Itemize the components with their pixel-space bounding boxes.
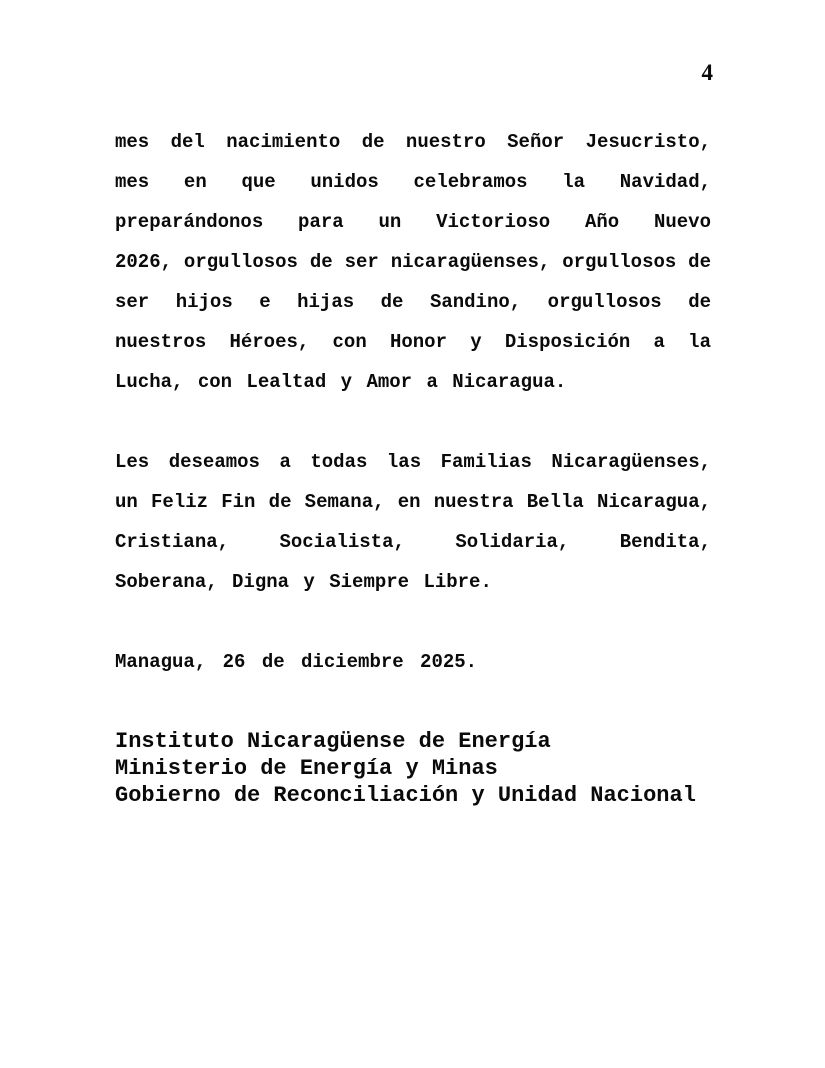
text-line: Cristiana, Socialista, Solidaria, Bendita, [115, 531, 711, 553]
text-line: Soberana, Digna y Siempre Libre. [115, 571, 492, 593]
paragraph-wishes [115, 442, 711, 602]
signature-gap [115, 682, 711, 728]
text-line: 2026, orgullosos de ser nicaragüenses, orgullosos de [115, 251, 711, 273]
text-line: Les deseamos a todas las Familias Nicaragüenses, [115, 451, 711, 473]
text-line: mes del nacimiento de nuestro Señor Jesucristo, [115, 131, 711, 153]
signature-line-institute: Instituto Nicaragüense de Energía [115, 729, 551, 754]
document-body [115, 122, 711, 809]
text-line: Lucha, con Lealtad y Amor a Nicaragua. [115, 371, 567, 393]
text-line: nuestros Héroes, con Honor y Disposición a la [115, 331, 711, 353]
signature-block [115, 728, 711, 809]
signature-line-government: Gobierno de Reconciliación y Unidad Nacional [115, 783, 696, 808]
paragraph-gap [115, 402, 711, 442]
text-line: un Feliz Fin de Semana, en nuestra Bella Nicaragua, [115, 491, 711, 513]
text-line: ser hijos e hijas de Sandino, orgullosos de [115, 291, 711, 313]
signature-line-ministry: Ministerio de Energía y Minas [115, 756, 498, 781]
text-line: mes en que unidos celebramos la Navidad, [115, 171, 711, 193]
date-line: Managua, 26 de diciembre 2025. [115, 651, 478, 673]
paragraph-gap [115, 602, 711, 642]
paragraph-december [115, 122, 711, 402]
text-line: preparándonos para un Victorioso Año Nuevo [115, 211, 711, 233]
page-number: 4 [701, 60, 713, 85]
